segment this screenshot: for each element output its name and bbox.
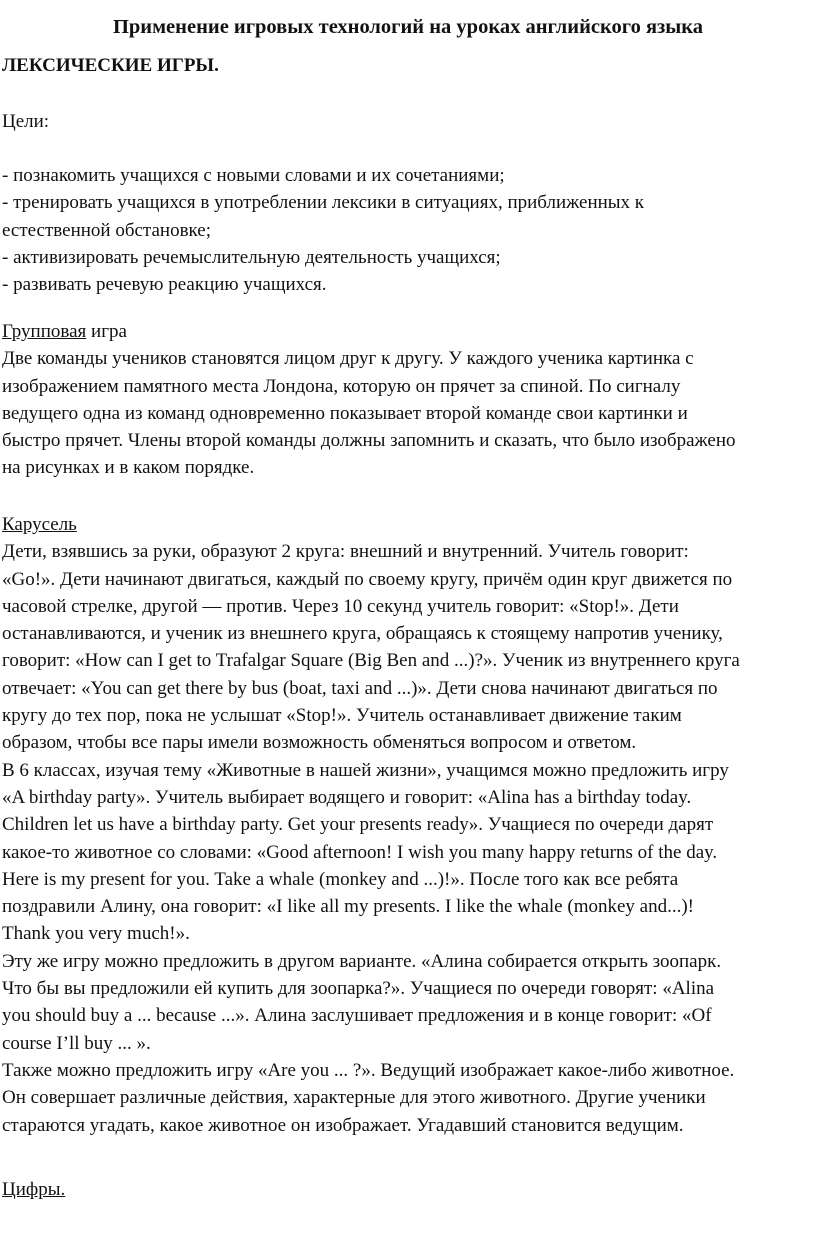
paragraph-line: Here is my present for you. Take a whale (monkey and ...)!». После того как все ребята xyxy=(2,868,679,890)
paragraph-line: Children let us have a birthday party. Get your presents ready». Учащиеся по очереди дарят xyxy=(2,814,714,836)
document-title: Применение игровых технологий на уроках английского языка xyxy=(112,16,704,38)
paragraph-line: Две команды учеников становятся лицом друг к другу. У каждого ученика картинка с xyxy=(2,348,694,370)
goal-item: естественной обстановке; xyxy=(2,219,212,241)
group-game-heading-rest: игра xyxy=(86,321,127,342)
group-game-heading xyxy=(2,318,814,345)
group-game-section xyxy=(2,318,814,482)
paragraph-line: Эту же игру можно предложить в другом варианте. «Алина собирается открыть зоопарк. xyxy=(2,950,722,972)
goal-item: - познакомить учащихся с новыми словами и их сочетаниями; xyxy=(2,165,505,186)
goal-item: - тренировать учащихся в употреблении лексики в ситуациях, приближенных к xyxy=(2,192,645,214)
group-game-heading-underlined: Групповая xyxy=(2,321,87,342)
section-heading: ЛЕКСИЧЕСКИЕ ИГРЫ. xyxy=(2,55,219,76)
paragraph-line: Thank you very much!». xyxy=(2,923,190,945)
paragraph-line: course I’ll buy ... ». xyxy=(2,1032,151,1054)
paragraph-line: изображением памятного места Лондона, которую он прячет за спиной. По сигналу xyxy=(2,375,681,397)
carousel-heading: Карусель xyxy=(2,514,77,535)
paragraph-line: какое-то животное со словами: «Good afternoon! I wish you many happy returns of the day. xyxy=(2,841,718,863)
paragraph-line: часовой стрелке, другой — против. Через 10 секунд учитель говорит: «Stop!». Дети xyxy=(2,595,679,617)
paragraph-line: быстро прячет. Члены второй команды должны запомнить и сказать, что было изображено xyxy=(2,430,736,452)
paragraph-line: you should buy a ... because ...». Алина заслушивает предложения и в конце говорит: «Of xyxy=(2,1005,712,1027)
goal-item: - активизировать речемыслительную деятельность учащихся; xyxy=(2,246,501,268)
goal-item: - развивать речевую реакцию учащихся. xyxy=(2,274,327,296)
paragraph-line: останавливаются, и ученик из внешнего круга, обращаясь к стоящему напротив ученику, xyxy=(2,623,723,645)
paragraph-line: В 6 классах, изучая тему «Животные в нашей жизни», учащимся можно предложить игру xyxy=(2,759,729,781)
paragraph-line: отвечает: «You can get there by bus (boat, taxi and ...)». Дети снова начинают двигаться по xyxy=(2,677,718,699)
paragraph-line: Он совершает различные действия, характерные для этого животного. Другие ученики xyxy=(2,1087,706,1109)
paragraph-line: Дети, взявшись за руки, образуют 2 круга: внешний и внутренний. Учитель говорит: xyxy=(2,541,689,563)
paragraph-line: Также можно предложить игру «Are you ... ?». Ведущий изображает какое-либо животное. xyxy=(2,1059,735,1081)
goals-label: Цели: xyxy=(2,111,50,132)
paragraph-line: поздравили Алину, она говорит: «I like all my presents. I like the whale (monkey and...)! xyxy=(2,896,694,918)
goals-list xyxy=(2,162,814,298)
paragraph-line: на рисунках и в каком порядке. xyxy=(2,457,255,479)
numbers-heading: Цифры. xyxy=(2,1179,66,1200)
paragraph-line: образом, чтобы все пары имели возможность обменяться вопросом и ответом. xyxy=(2,732,637,754)
paragraph-line: стараются угадать, какое животное он изображает. Угадавший становится ведущим. xyxy=(2,1114,684,1136)
carousel-section xyxy=(2,511,814,1139)
paragraph-line: ведущего одна из команд одновременно показывает второй команде свои картинки и xyxy=(2,402,688,424)
paragraph-line: Что бы вы предложили ей купить для зоопарка?». Учащиеся по очереди говорят: «Alina xyxy=(2,978,715,1000)
paragraph-line: «Go!». Дети начинают двигаться, каждый по своему кругу, причём один круг движется по xyxy=(2,568,733,590)
paragraph-line: «A birthday party». Учитель выбирает водящего и говорит: «Alina has a birthday today. xyxy=(2,786,692,808)
paragraph-line: кругу до тех пор, пока не услышат «Stop!». Учитель останавливает движение таким xyxy=(2,705,682,727)
paragraph-line: говорит: «How can I get to Trafalgar Square (Big Ben and ...)?». Ученик из внутреннего круга xyxy=(2,650,740,672)
